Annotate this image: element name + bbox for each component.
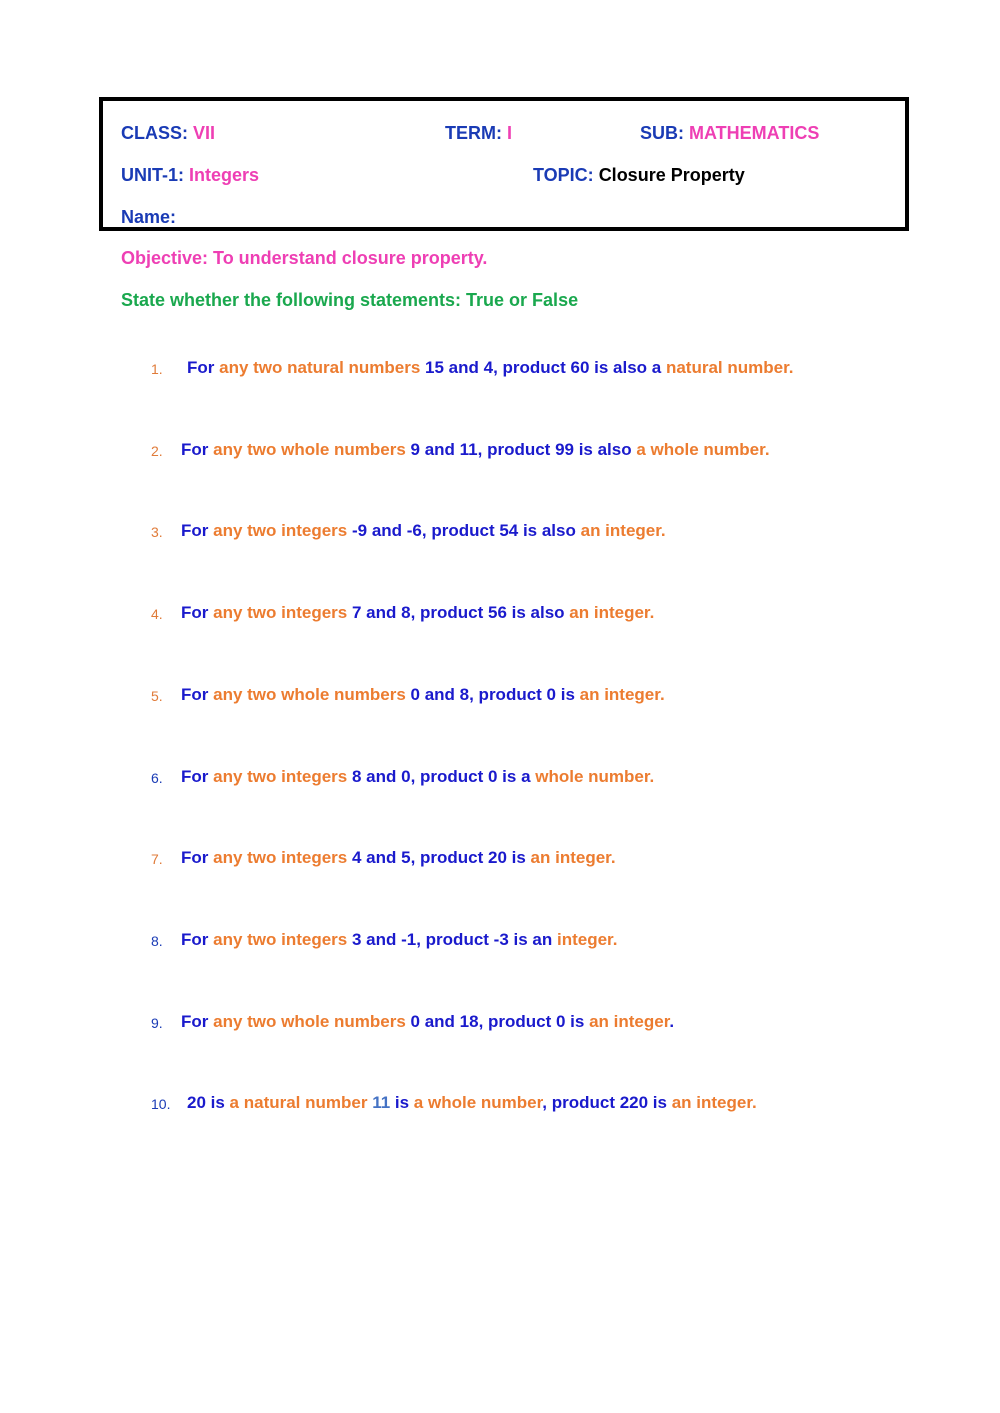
question-text-segment: For [181,684,214,704]
question-text [187,358,794,378]
question-text-segment: any two whole numbers [213,1011,411,1031]
question-text-segment: 3 and -1, product -3 is an [351,929,557,949]
question-text-segment: , product 220 is [542,1093,672,1113]
term-label: TERM: [445,123,502,143]
question-number: 7. [151,851,163,868]
question-text-segment: any two integers [213,603,352,623]
topic-label: TOPIC: [533,165,594,185]
class-field [121,123,215,144]
question-text-segment: any two natural numbers [219,358,426,377]
question-text-segment: For [181,1011,214,1031]
question-text-segment: any two integers [213,766,352,786]
question-text-segment: 9 and 11, product 99 is also [410,439,637,459]
question-item [0,685,1000,709]
question-number: 3. [151,524,163,541]
question-number: 6. [151,769,163,786]
worksheet-header-box [99,97,909,231]
question-text-segment: integer. [556,929,618,949]
unit-value: Integers [189,165,260,185]
question-text-segment: an integer. [530,848,616,868]
question-text-segment: . [669,1011,675,1031]
question-item [0,1012,1000,1036]
question-number: 5. [151,687,163,704]
question-item [0,521,1000,545]
question-text-segment: an integer. [569,603,655,623]
question-text-segment: For [181,521,214,541]
question-item [0,848,1000,872]
subject-value: MATHEMATICS [689,123,820,143]
topic-field [533,165,745,186]
question-text-segment: is [394,1093,414,1113]
question-text [181,440,770,460]
question-text-segment: an integer [589,1011,670,1031]
question-number: 2. [151,442,163,459]
question-number: 8. [151,932,163,949]
question-item [0,440,1000,464]
question-text [181,1012,674,1032]
question-text-segment: an integer. [580,521,666,541]
question-item [0,1093,1000,1117]
question-number: 4. [151,606,163,623]
question-text-segment: For [187,358,220,377]
question-text-segment: 0 and 8, product 0 is [410,684,580,704]
question-text-segment: any two whole numbers [213,684,411,704]
question-text-segment: an integer. [579,684,665,704]
name-field [121,207,176,228]
question-text [181,767,654,787]
question-text-segment: 15 and 4, product 60 is also a [425,358,666,377]
question-text-segment: 7 and 8, product 56 is also [351,603,570,623]
question-text [181,848,616,868]
question-text-segment: 20 is [187,1093,230,1113]
term-field [445,123,512,144]
question-text-segment: For [181,439,214,459]
class-label: CLASS: [121,123,188,143]
question-text-segment: a whole number [413,1093,543,1113]
instruction-text: State whether the following statements: True or False [121,290,579,310]
question-text [181,685,665,705]
question-item [0,930,1000,954]
question-text-segment: a whole number. [636,439,770,459]
question-text-segment: natural number. [665,358,794,377]
question-text-segment: 4 and 5, product 20 is [351,848,531,868]
subject-field [640,123,819,144]
topic-value: Closure Property [598,165,745,185]
question-text-segment: 8 and 0, product 0 is a [351,766,536,786]
question-text-segment: For [181,603,214,623]
question-text-segment: For [181,848,214,868]
question-number: 1. [151,361,163,377]
question-text [187,1093,757,1113]
question-text-segment: 0 and 18, product 0 is [410,1011,590,1031]
question-text-segment: 11 [372,1093,395,1113]
question-text [181,521,666,541]
question-text [181,930,617,950]
question-text-segment: a natural number [229,1093,373,1113]
question-text-segment: whole number. [535,766,655,786]
objective-text: Objective: To understand closure property. [121,248,488,268]
question-text-segment: For [181,929,214,949]
subject-label: SUB: [640,123,684,143]
unit-field [121,165,259,186]
question-text-segment: For [181,766,214,786]
question-text-segment: any two integers [213,848,352,868]
question-item [0,603,1000,627]
question-text [181,603,654,623]
question-item [0,767,1000,791]
term-value: I [507,123,513,143]
question-number: 10. [151,1096,171,1113]
question-number: 9. [151,1014,163,1031]
question-item [0,358,1000,382]
question-text-segment: any two integers [213,929,352,949]
question-text-segment: -9 and -6, product 54 is also [351,521,581,541]
class-value: VII [193,123,216,143]
question-text-segment: an integer. [671,1093,757,1113]
question-text-segment: any two whole numbers [213,439,411,459]
name-label: Name: [121,207,177,227]
unit-label: UNIT-1: [121,165,184,185]
question-text-segment: any two integers [213,521,352,541]
